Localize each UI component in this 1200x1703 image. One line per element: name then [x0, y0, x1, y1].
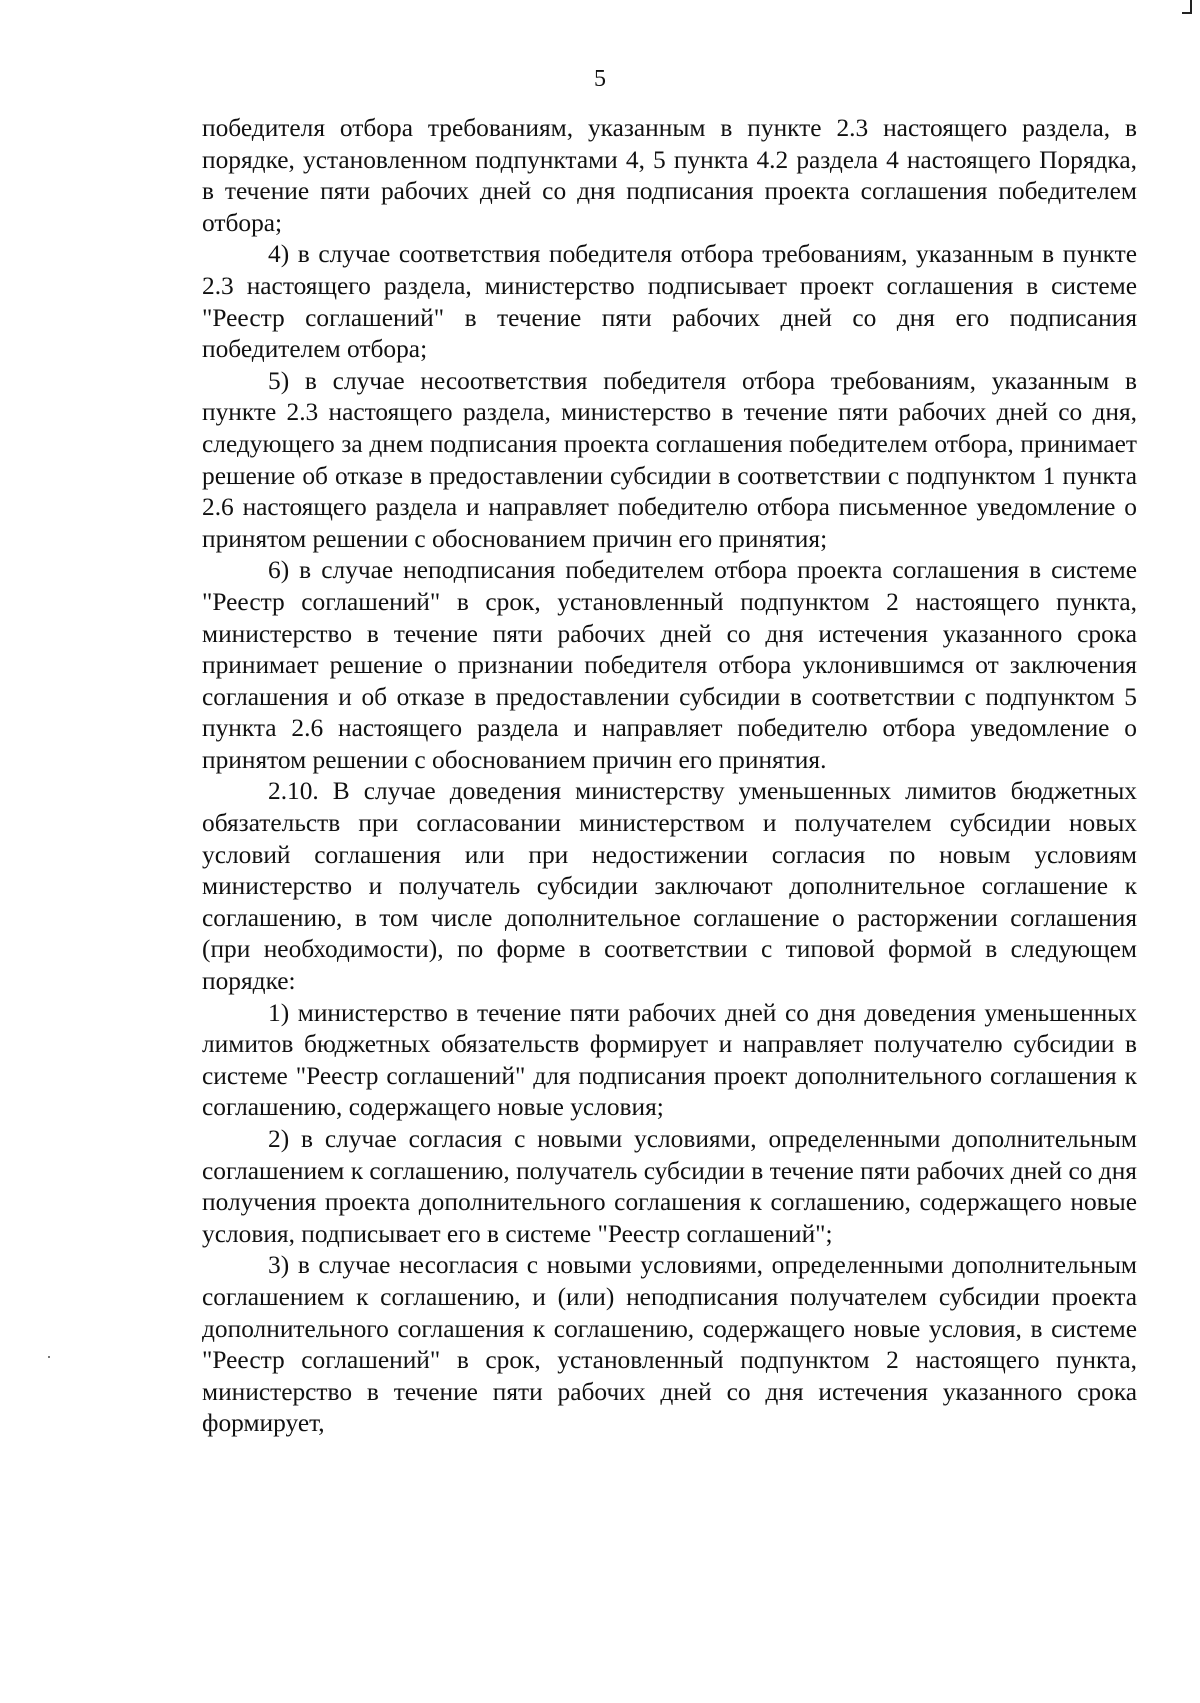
- paragraph-item-5: 5) в случае несоответствия победителя отбора требованиям, указанным в пункте 2.3 настоящего раздела, министерство в течение пяти рабочих дней со дня, следующего за днем подписания проекта соглашения победителем отбора, принимает решение об отказе в предоставлении субсидии в соответствии с подпунктом 1 пункта 2.6 настоящего раздела и направляет победителю отбора письменное уведомление о принятом решении с обоснованием причин его принятия;: [202, 366, 1137, 553]
- paragraph-continuation: победителя отбора требованиям, указанным в пункте 2.3 настоящего раздела, в порядке, установленном подпунктами 4, 5 пункта 4.2 раздела 4 настоящего Порядка, в течение пяти рабочих дней со дня подписания проекта соглашения победителем отбора;: [202, 114, 1137, 237]
- paragraph-subitem-1: 1) министерство в течение пяти рабочих дней со дня доведения уменьшенных лимитов бюджетных обязательств формирует и направляет получателю субсидии в системе "Реестр соглашений" для подписания проект дополнительного соглашения к соглашению, содержащего новые условия;: [202, 998, 1137, 1122]
- paragraph-item-4: 4) в случае соответствия победителя отбора требованиям, указанным в пункте 2.3 настоящего раздела, министерство подписывает проект соглашения в системе "Реестр соглашений" в течение пяти рабочих дней со дня его подписания победителем отбора;: [202, 240, 1137, 364]
- paragraph-subitem-3: 3) в случае несогласия с новыми условиями, определенными дополнительным соглашением к соглашению, и (или) неподписания получателем субсидии проекта дополнительного соглашения к соглашению, содержащего новые условия, в системе "Реестр соглашений" в срок, установленный подпунктом 2 настоящего пункта, министерство в течение пяти рабочих дней со дня истечения указанного срока формирует,: [202, 1251, 1137, 1438]
- page-number: 5: [594, 66, 606, 92]
- paragraph-item-6: 6) в случае неподписания победителем отбора проекта соглашения в системе "Реестр соглашений" в срок, установленный подпунктом 2 настоящего пункта, министерство в течение пяти рабочих дней со дня истечения указанного срока принимает решение о признании победителя отбора уклонившимся от заключения соглашения и об отказе в предоставлении субсидии в соответствии с подпунктом 5 пункта 2.6 настоящего раздела и направляет победителю отбора уведомление о принятом решении с обоснованием причин его принятия.: [202, 556, 1137, 774]
- document-body: [202, 113, 1137, 1440]
- scan-corner-mark: [1182, 0, 1192, 14]
- paragraph-clause-2-10: 2.10. В случае доведения министерству уменьшенных лимитов бюджетных обязательств при согласовании министерством и получателем субсидии новых условий соглашения или при недостижении согласия по новым условиям министерство и получатель субсидии заключают дополнительное соглашение к соглашению, в том числе дополнительное соглашение о расторжении соглашения (при необходимости), по форме в соответствии с типовой формой в следующем порядке:: [202, 777, 1137, 996]
- scan-speck: [48, 1356, 50, 1358]
- paragraph-subitem-2: 2) в случае согласия с новыми условиями, определенными дополнительным соглашением к соглашению, получатель субсидии в течение пяти рабочих дней со дня получения проекта дополнительного соглашения к соглашению, содержащего новые условия, подписывает его в системе "Реестр соглашений";: [202, 1125, 1137, 1248]
